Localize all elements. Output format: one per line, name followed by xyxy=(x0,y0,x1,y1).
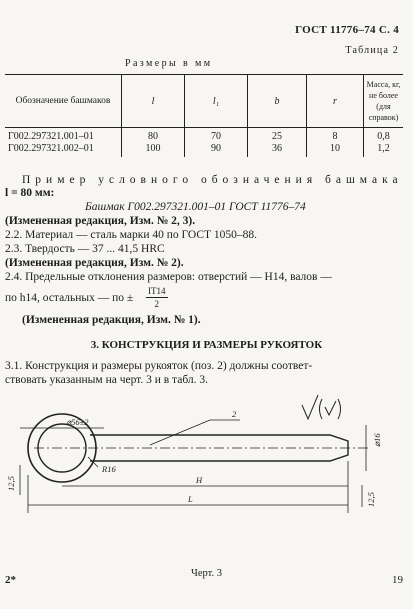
col-r: r xyxy=(307,75,364,128)
cell: 8 xyxy=(307,128,364,144)
example-line-2: l = 80 мм: xyxy=(5,187,55,199)
cell: 1,2 xyxy=(364,143,404,157)
cell: Г002.297321.001–01 xyxy=(8,131,94,142)
col-l: l xyxy=(122,75,185,128)
roughness-mark-icon xyxy=(302,395,318,419)
cell: 0,8 xyxy=(364,128,404,144)
cell: 70 xyxy=(185,128,248,144)
section-3-title: 3. КОНСТРУКЦИЯ И РАЗМЕРЫ РУКОЯТОК xyxy=(90,339,323,351)
table-row xyxy=(5,128,403,144)
cell: 100 xyxy=(122,143,185,157)
paragraph-3-1-line-2: ствовать указанным на черт. 3 и в табл. 3. xyxy=(5,374,209,386)
radius-leader xyxy=(88,457,98,467)
dia-56-label: ⌀56±2 xyxy=(66,417,89,427)
col-designation: Обозначение башмаков xyxy=(5,75,122,128)
handle-drawing xyxy=(0,395,413,565)
leader-line xyxy=(150,420,210,445)
table-header-row xyxy=(5,75,403,128)
figure-caption: Черт. 3 xyxy=(191,568,222,579)
r16-label: R16 xyxy=(102,464,116,474)
paragraph-2-2: 2.2. Материал — сталь марки 40 по ГОСТ 1050–88. xyxy=(5,229,258,241)
footer-mark: 2* xyxy=(5,574,16,586)
cell: 36 xyxy=(248,143,307,157)
paragraph-2-3: 2.3. Твердость — 37 ... 41,5 HRC xyxy=(5,243,165,255)
paragraph-2-4-line-1: 2.4. Предельные отклонения размеров: отверстий — Н14, валов — xyxy=(5,271,332,283)
right-125-label: 12,5 xyxy=(366,492,376,507)
cell: 90 xyxy=(185,143,248,157)
designation-example: Башмак Г002.297321.001–01 ГОСТ 11776–74 xyxy=(85,201,306,213)
table-row xyxy=(5,143,403,157)
h-label: H xyxy=(196,475,203,485)
col-l1: l₁ xyxy=(185,75,248,128)
edit-note-1: (Измененная редакция, Изм. № 2, 3). xyxy=(5,215,196,227)
paragraph-3-1-line-1: 3.1. Конструкция и размеры рукояток (поз. 2) должны соответ- xyxy=(5,360,313,372)
fraction-numerator: IT14 xyxy=(148,286,166,296)
tolerance-fraction xyxy=(146,285,168,310)
l-label: L xyxy=(188,494,193,504)
col-mass: Масса, кг, не более (для справок) xyxy=(364,75,404,128)
cell: Г002.297321.002–01 xyxy=(8,143,94,154)
roughness-bracket-icon xyxy=(320,399,341,419)
pos-label: 2 xyxy=(232,409,237,419)
page-number: 19 xyxy=(392,574,403,586)
page-header: ГОСТ 11776–74 С. 4 xyxy=(295,24,399,36)
col-b: b xyxy=(248,75,307,128)
cell: 10 xyxy=(307,143,364,157)
fraction-denominator: 2 xyxy=(154,299,159,309)
example-line-1: Пример условного обозначения башмака xyxy=(22,174,403,186)
cell: 80 xyxy=(122,128,185,144)
table-caption: Таблица 2 xyxy=(345,45,399,56)
paragraph-2-4-line-2: по h14, остальных — по ± xyxy=(5,292,134,304)
d16-label: ⌀16 xyxy=(372,433,382,447)
edit-note-3: (Измененная редакция, Изм. № 1). xyxy=(22,314,201,326)
cell: 25 xyxy=(248,128,307,144)
left-125-label: 12,5 xyxy=(6,476,16,491)
dimensions-table xyxy=(5,74,403,157)
table-units: Размеры в мм xyxy=(125,58,213,69)
edit-note-2: (Измененная редакция, Изм. № 2). xyxy=(5,257,184,269)
